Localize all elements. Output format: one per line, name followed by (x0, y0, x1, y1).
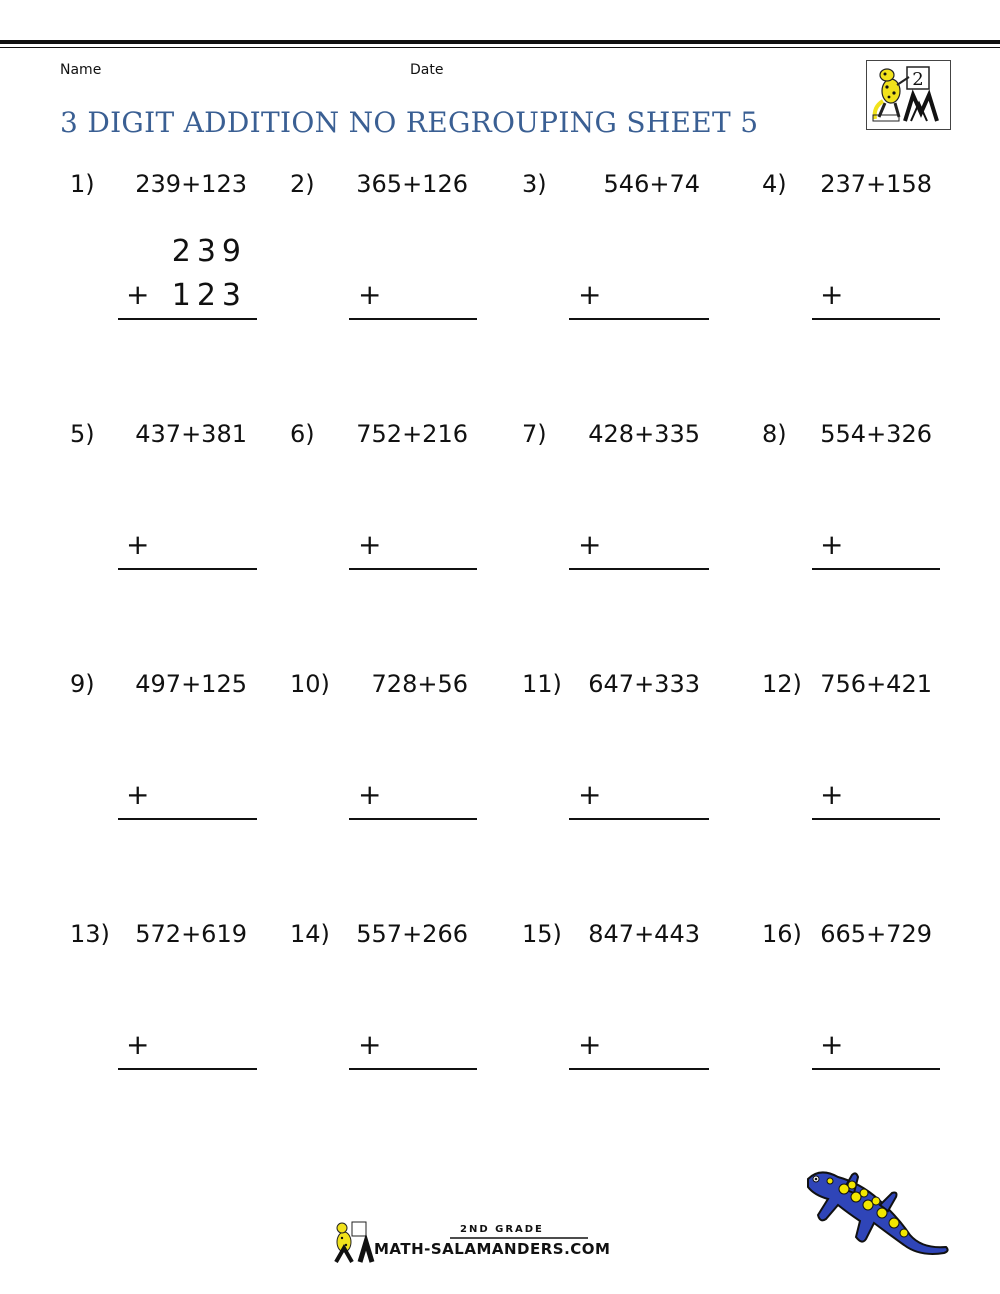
answer-space (349, 320, 477, 360)
plus-sign: + (358, 278, 382, 311)
problem-number: 11) (522, 670, 562, 698)
plus-sign: + (578, 1028, 602, 1061)
answer-space (349, 1070, 477, 1110)
salamander-illustration (800, 1165, 960, 1269)
footer-grade: 2ND GRADE (460, 1224, 544, 1235)
plus-sign: + (578, 278, 602, 311)
top-rule (0, 40, 1000, 44)
answer-space (349, 570, 477, 610)
plus-sign: + (820, 528, 844, 561)
problem-number: 8) (762, 420, 787, 448)
plus-sign: + (126, 1028, 150, 1061)
problem-expression: 437+381 (135, 420, 247, 448)
problem-number: 15) (522, 920, 562, 948)
problem-expression: 847+443 (588, 920, 700, 948)
page-title: 3 DIGIT ADDITION NO REGROUPING SHEET 5 (60, 106, 759, 139)
answer-space (569, 1070, 709, 1110)
name-label: Name (60, 62, 102, 78)
answer-space (812, 1070, 940, 1110)
plus-sign: + (820, 278, 844, 311)
footer-site: MATH-SALAMANDERS.COM (374, 1240, 611, 1258)
answer-space (569, 320, 709, 360)
problem-expression: 237+158 (820, 170, 932, 198)
plus-sign: + (358, 778, 382, 811)
answer-space (118, 820, 257, 860)
plus-sign: + (358, 528, 382, 561)
vertical-top-number: 239 (171, 234, 247, 269)
problem-expression: 647+333 (588, 670, 700, 698)
top-rule-thin (0, 47, 1000, 48)
plus-sign: + (578, 528, 602, 561)
problem-expression: 756+421 (820, 670, 932, 698)
problem-expression: 428+335 (588, 420, 700, 448)
problem-number: 12) (762, 670, 802, 698)
plus-sign: + (820, 1028, 844, 1061)
plus-sign: + (578, 778, 602, 811)
problem-expression: 546+74 (603, 170, 700, 198)
problem-number: 3) (522, 170, 547, 198)
answer-space (812, 570, 940, 610)
problem-expression: 365+126 (356, 170, 468, 198)
problem-number: 7) (522, 420, 547, 448)
problem-number: 10) (290, 670, 330, 698)
footer-logo (330, 1218, 630, 1268)
answer-space (118, 320, 257, 360)
problem-number: 6) (290, 420, 315, 448)
problem-number: 2) (290, 170, 315, 198)
problem-expression: 752+216 (356, 420, 468, 448)
answer-space (118, 570, 257, 610)
answer-space (349, 820, 477, 860)
problem-number: 14) (290, 920, 330, 948)
problem-expression: 557+266 (356, 920, 468, 948)
logo-grade: 2 (912, 69, 924, 90)
answer-space (569, 820, 709, 860)
problem-expression: 554+326 (820, 420, 932, 448)
problem-number: 13) (70, 920, 110, 948)
salamander-teacher-icon (867, 61, 950, 129)
plus-sign: + (358, 1028, 382, 1061)
answer-space (812, 820, 940, 860)
answer-space (812, 320, 940, 360)
problem-expression: 572+619 (135, 920, 247, 948)
plus-sign: + (126, 528, 150, 561)
math-salamanders-logo (866, 60, 951, 130)
plus-sign: + (126, 778, 150, 811)
problem-expression: 665+729 (820, 920, 932, 948)
answer-space (118, 1070, 257, 1110)
date-label: Date (410, 62, 444, 78)
problem-number: 1) (70, 170, 95, 198)
problem-expression: 239+123 (135, 170, 247, 198)
problem-expression: 497+125 (135, 670, 247, 698)
plus-sign: + (820, 778, 844, 811)
problem-number: 9) (70, 670, 95, 698)
problem-number: 4) (762, 170, 787, 198)
salamander-icon (800, 1165, 960, 1265)
problem-number: 5) (70, 420, 95, 448)
vertical-bottom-number: 123 (171, 278, 247, 313)
answer-space (569, 570, 709, 610)
problem-expression: 728+56 (371, 670, 468, 698)
plus-sign: + (126, 278, 150, 311)
problem-number: 16) (762, 920, 802, 948)
